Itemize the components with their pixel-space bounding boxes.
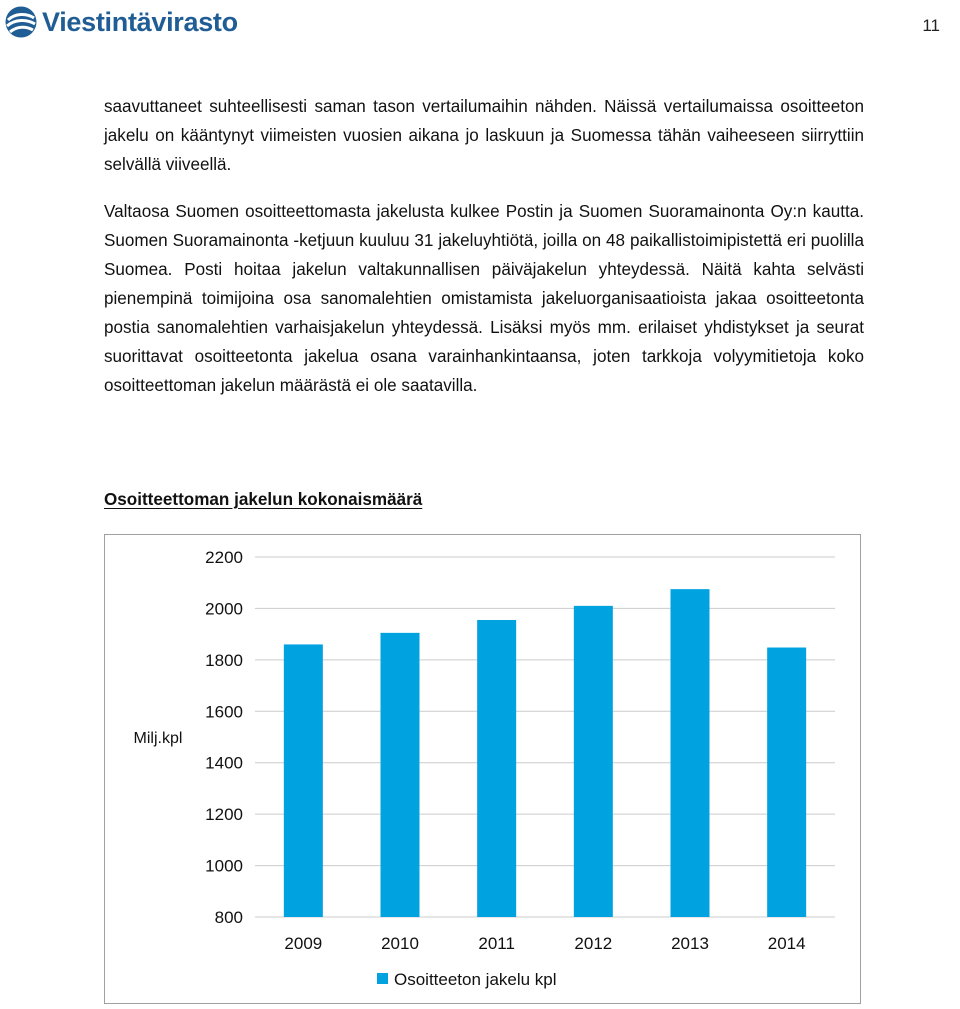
bar bbox=[767, 648, 806, 917]
y-tick-label: 1200 bbox=[205, 805, 243, 825]
x-tick-label: 2014 bbox=[767, 934, 806, 953]
paragraph: saavuttaneet suhteellisesti saman tason vertailumaihin nähden. Näissä vertailumaissa osoitteeton jakelu on kääntynyt viimeisten vuosien aikana jo laskuun ja Suomessa tähän vaiheeseen siirryttiin selvällä viiveellä. bbox=[104, 97, 864, 174]
y-tick-label: 1000 bbox=[205, 856, 243, 876]
page-number: 11 bbox=[922, 16, 940, 35]
y-tick-label: 1600 bbox=[205, 702, 243, 722]
x-tick-label: 2013 bbox=[671, 934, 709, 953]
y-tick-label: 2000 bbox=[205, 599, 243, 619]
y-tick-label: 1400 bbox=[205, 753, 243, 773]
x-tick-label: 2009 bbox=[284, 934, 323, 953]
x-tick-label: 2011 bbox=[478, 934, 515, 953]
y-tick-label: 800 bbox=[214, 908, 243, 927]
y-tick-label: 2200 bbox=[205, 548, 243, 567]
logo-globe-icon bbox=[4, 5, 38, 39]
chart-canvas bbox=[105, 535, 862, 1005]
x-tick-label: 2012 bbox=[574, 934, 613, 953]
section-title: Osoitteettoman jakelun kokonaismäärä bbox=[104, 490, 423, 509]
legend-swatch bbox=[377, 973, 388, 984]
bar-chart bbox=[104, 534, 861, 1004]
bar bbox=[477, 620, 516, 917]
x-tick-label: 2010 bbox=[381, 934, 419, 953]
legend-label: Osoitteeton jakelu kpl bbox=[394, 970, 557, 989]
bar bbox=[671, 589, 710, 917]
y-axis-label: Milj.kpl bbox=[133, 730, 183, 747]
paragraph: Valtaosa Suomen osoitteettomasta jakelusta kulkee Postin ja Suomen Suoramainonta Oy:n kautta. Suomen Suoramainonta -ketjuun kuuluu 31 jakeluyhtiötä, joilla on 48 paikallistoimipistettä eri puolilla Suomea. Posti hoitaa jakelun valtakunnallisen päiväjakelun yhteydessä. Näitä kahta selvästi pienempinä toimijoina osa sanomalehtien omistamista jakeluorganisaatioista jakaa osoitteetonta postia sanomalehtien varhaisjakelun yhteydessä. Lisäksi myös mm. erilaiset yhdistykset ja seurat suorittavat osoitteetonta jakelua osana varainhankintaansa, joten tarkkoja volyymitietoja koko osoitteettoman jakelun määrästä ei ole saatavilla. bbox=[104, 202, 864, 395]
logo-text: Viestintävirasto bbox=[42, 6, 238, 37]
logo bbox=[4, 2, 238, 42]
bar bbox=[574, 606, 613, 917]
bar bbox=[284, 644, 323, 917]
bar bbox=[381, 633, 420, 917]
body-text bbox=[104, 92, 864, 400]
y-tick-label: 1800 bbox=[205, 650, 243, 670]
